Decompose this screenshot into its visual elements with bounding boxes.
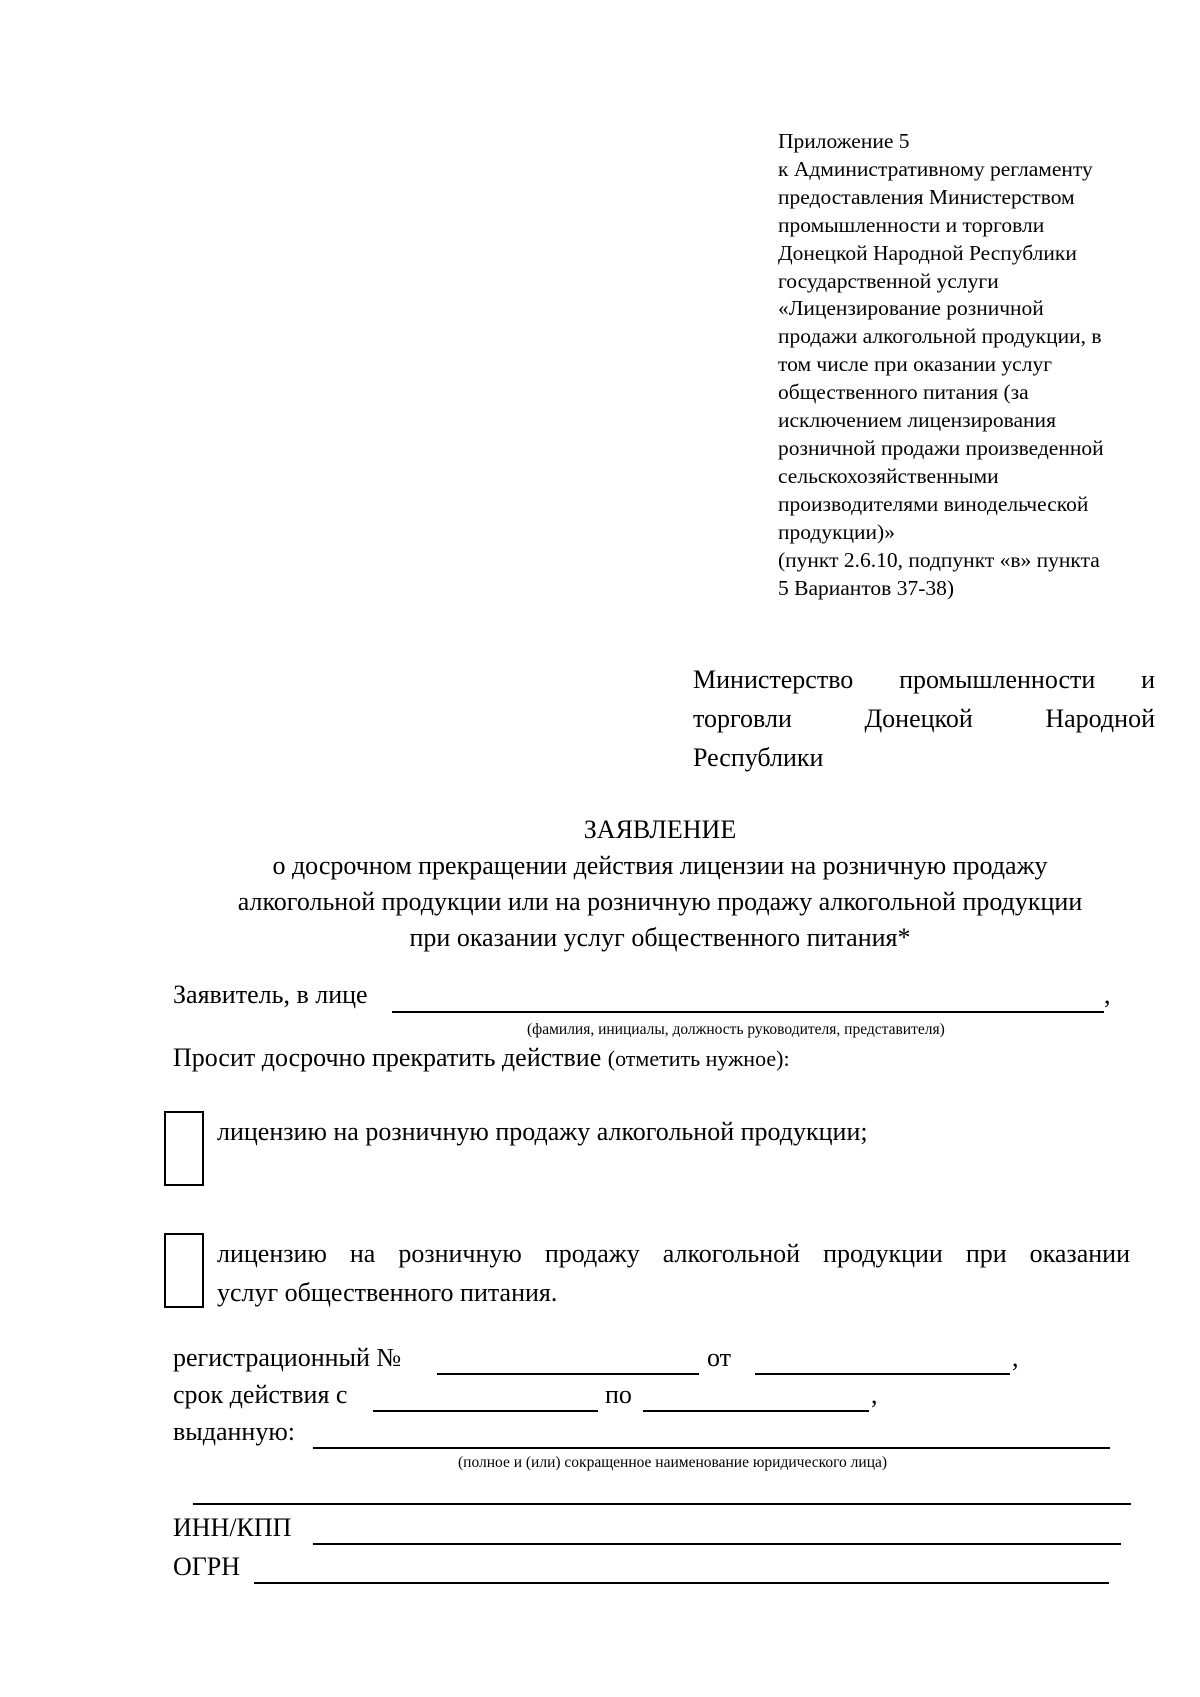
issued-field[interactable] <box>313 1447 1110 1449</box>
recipient-word: и <box>1141 665 1155 694</box>
annex-line: том числе при оказании услуг <box>778 352 1053 377</box>
term-comma: , <box>871 1380 878 1409</box>
reg-number-field[interactable] <box>437 1373 699 1375</box>
annex-line: продажи алкогольной продукции, в <box>778 324 1102 349</box>
term-start-field[interactable] <box>373 1410 598 1412</box>
applicant-name-field[interactable] <box>392 1011 1104 1013</box>
recipient-line-3: Республики <box>693 743 824 772</box>
option-catering-word: продукции <box>823 1239 943 1268</box>
annex-line: розничной продажи произведенной <box>778 435 1104 460</box>
option-catering-line-1 <box>217 1234 1130 1273</box>
request-label: Просит досрочно прекратить действие <box>173 1043 602 1072</box>
term-end-field[interactable] <box>643 1410 869 1412</box>
annex-line: 5 Вариантов 37-38) <box>778 575 955 600</box>
option-catering-word: на <box>349 1239 376 1268</box>
option-catering-label <box>217 1234 1130 1312</box>
reg-date-label: от <box>707 1343 732 1372</box>
recipient-line-1 <box>693 660 1155 699</box>
title-subtitle-3: при оказании услуг общественного питания* <box>409 923 911 952</box>
annex-line: Донецкой Народной Республики <box>778 240 1077 265</box>
issued-field-continuation[interactable] <box>193 1503 1131 1505</box>
option-retail-label: лицензию на розничную продажу алкогольной продукции; <box>217 1117 868 1146</box>
term-start-label: срок действия с <box>173 1380 348 1409</box>
applicant-label: Заявитель, в лице <box>173 980 368 1009</box>
recipient-word: торговли <box>693 704 792 733</box>
annex-line: продукции)» <box>778 519 895 544</box>
title-subtitle-2: алкогольной продукции или на розничную продажу алкогольной продукции <box>237 887 1083 916</box>
annex-block <box>778 128 1158 602</box>
annex-line: к Административному регламенту <box>778 156 1093 181</box>
request-note: (отметить нужное): <box>607 1046 790 1071</box>
option-retail-checkbox[interactable] <box>164 1111 204 1186</box>
recipient-line-2 <box>693 699 1155 738</box>
option-catering-word: розничную <box>398 1239 522 1268</box>
inn-kpp-label: ИНН/КПП <box>173 1513 292 1542</box>
annex-line: предоставления Министерством <box>778 184 1075 209</box>
recipient-word: Донецкой <box>864 704 973 733</box>
request-line <box>173 1043 790 1073</box>
inn-kpp-field[interactable] <box>313 1543 1121 1545</box>
ogrn-field[interactable] <box>254 1582 1109 1584</box>
annex-line: производителями винодельческой <box>778 491 1089 516</box>
annex-line: государственной услуги <box>778 268 999 293</box>
reg-date-field[interactable] <box>755 1373 1010 1375</box>
title-subtitle-1: о досрочном прекращении действия лицензии на розничную продажу <box>272 851 1048 880</box>
recipient-word: Министерство <box>693 665 854 694</box>
issued-label: выданную: <box>173 1417 295 1446</box>
option-catering-line-2: услуг общественного питания. <box>217 1278 558 1307</box>
recipient-word: промышленности <box>899 665 1096 694</box>
option-catering-word: оказании <box>1029 1239 1130 1268</box>
option-catering-word: продажу <box>544 1239 640 1268</box>
annex-line: Приложение 5 <box>778 129 910 153</box>
reg-number-label: регистрационный № <box>173 1343 402 1372</box>
option-catering-word: лицензию <box>217 1239 327 1268</box>
annex-line: исключением лицензирования <box>778 408 1056 433</box>
title-heading: ЗАЯВЛЕНИЕ <box>583 815 737 844</box>
annex-line: промышленности и торговли <box>778 212 1045 237</box>
annex-line: (пункт 2.6.10, подпункт «в» пункта <box>778 547 1100 572</box>
issued-caption: (полное и (или) сокращенное наименование юридического лица) <box>458 1454 888 1471</box>
option-catering-word: при <box>965 1239 1007 1268</box>
annex-line: общественного питания (за <box>778 380 1029 405</box>
recipient-block <box>693 660 1155 777</box>
option-catering-checkbox[interactable] <box>164 1233 204 1308</box>
reg-comma: , <box>1012 1343 1019 1372</box>
option-catering-word: алкогольной <box>662 1239 801 1268</box>
term-end-label: по <box>605 1380 632 1409</box>
annex-line: сельскохозяйственными <box>778 463 999 488</box>
annex-line: «Лицензирование розничной <box>778 296 1044 321</box>
applicant-comma: , <box>1104 980 1111 1009</box>
ogrn-label: ОГРН <box>173 1552 241 1581</box>
recipient-word: Народной <box>1045 704 1155 733</box>
document-title <box>150 812 1170 956</box>
applicant-caption: (фамилия, инициалы, должность руководителя, представителя) <box>527 1021 945 1038</box>
